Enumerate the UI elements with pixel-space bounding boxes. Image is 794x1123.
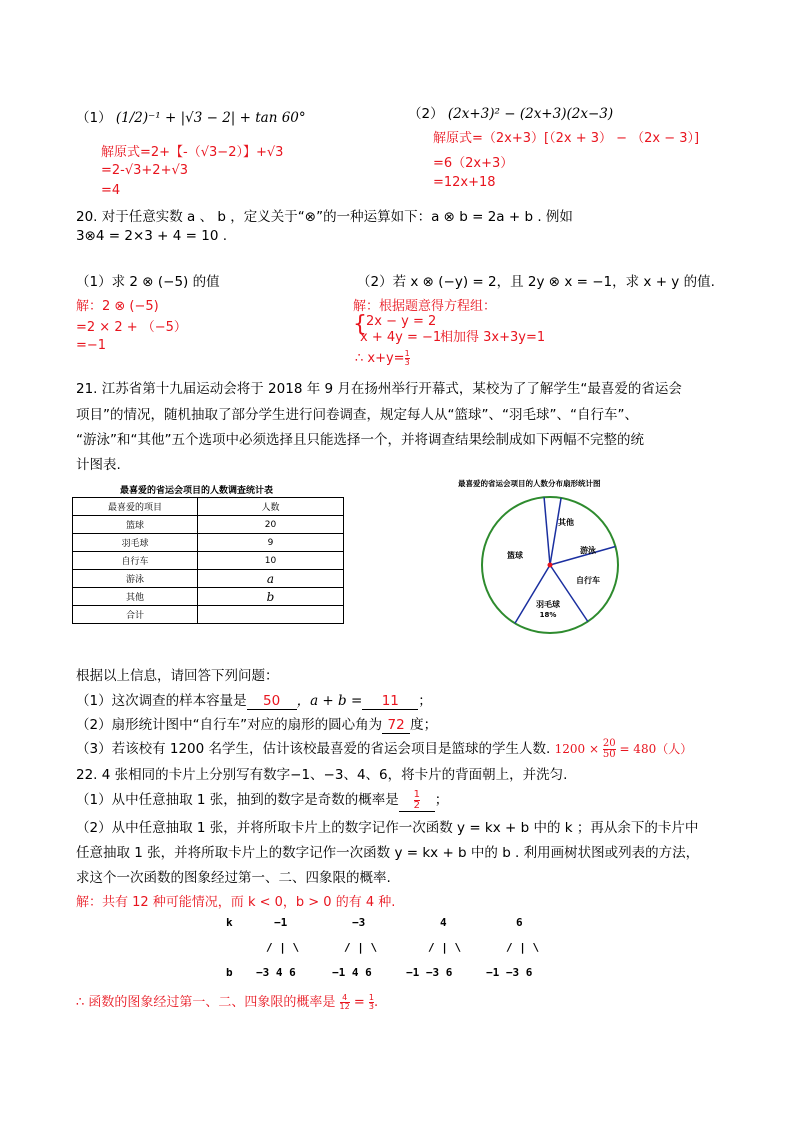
q22-part1-answer — [399, 790, 435, 812]
tree-branches: / | \ — [266, 941, 300, 954]
stat-table-row — [73, 588, 344, 606]
tree-branches: / | \ — [506, 941, 540, 954]
stat-table-cell: 篮球 — [73, 516, 198, 534]
q19-part2-label: （2） — [408, 106, 444, 122]
q21-stem-4: 计图表. — [76, 457, 121, 473]
q21-a3-denominator: 50 — [602, 749, 616, 760]
q19-part1-solution-1: 解原式=2+【-（√3−2）】+√3 — [101, 145, 284, 160]
q22-stem: 22. 4 张相同的卡片上分别写有数字−1、−3、4、6，将卡片的背面朝上，并洗匀. — [76, 767, 568, 783]
q20-xy-numerator: 1 — [404, 349, 410, 358]
pie-label-bike: 自行车 — [576, 576, 600, 585]
tree-b-3: −1 −3 6 — [406, 966, 453, 979]
q21-a1-answer-1: 50 — [247, 693, 297, 710]
q21-a2-prefix: （2）扇形统计图中“自行车”对应的扇形的圆心角为 — [76, 717, 383, 733]
q22-conclusion-fraction-1 — [340, 994, 350, 1011]
q22-conclusion — [76, 991, 378, 1011]
q20-part2-solution-2: 相加得 3x+3y=1 — [440, 330, 546, 345]
q20-xy-fraction — [405, 350, 410, 367]
q21-a3-prefix: （3）若该校有 1200 名学生，估计该校最喜爱的省运会项目是篮球的学生人数. — [76, 741, 551, 757]
tree-b-label: b — [226, 966, 233, 979]
tree-b-2: −1 4 6 — [332, 966, 372, 979]
stat-table-cell: 合计 — [73, 606, 198, 624]
q22-part1-fraction — [414, 790, 420, 811]
stat-table-header: 最喜爱的项目 — [73, 498, 198, 516]
tree-b-1: −3 4 6 — [256, 966, 296, 979]
tree-b-4: −1 −3 6 — [486, 966, 533, 979]
q20-equation-2: x + 4y = −1 — [360, 330, 442, 345]
q19-part1-expr: (1/2)⁻¹ + |√3 − 2| + tan 60° — [115, 110, 306, 126]
q20-xy-denominator: 3 — [404, 358, 410, 367]
q21-a2-answer: 72 — [382, 717, 410, 734]
q22-c-denominator-1: 12 — [339, 1002, 350, 1011]
stat-table-title: 最喜爱的省运会项目的人数调查统计表 — [120, 486, 274, 496]
stat-table — [72, 497, 344, 624]
q20-part2-solution-3 — [355, 350, 410, 367]
stat-table-cell: 羽毛球 — [73, 534, 198, 552]
q21-a1-prefix: （1）这次调查的样本容量是 — [76, 693, 247, 709]
q21-a3-answer — [554, 738, 693, 760]
q22-part1-denominator: 2 — [413, 799, 420, 811]
pie-label-badminton: 羽毛球 — [536, 600, 560, 609]
pie-label-badminton-pct: 18% — [539, 611, 557, 619]
q21-a3-pre: 1200 × — [554, 742, 600, 756]
stat-table-cell: 10 — [198, 552, 344, 570]
stat-table-row — [73, 606, 344, 624]
q19-part2-expr: (2x+3)² − (2x+3)(2x−3) — [447, 106, 614, 122]
q22-part1-prefix: （1）从中任意抽取 1 张，抽到的数字是奇数的概率是 — [76, 792, 399, 808]
q20-equation-1: 2x − y = 2 — [366, 314, 437, 329]
stat-table-row — [73, 552, 344, 570]
q19-part2-solution-1: 解原式=（2x+3）[（2x + 3） − （2x − 3）] — [433, 131, 700, 146]
q21-a3-post: = 480（人） — [619, 742, 693, 756]
q21-answer-intro: 根据以上信息，请回答下列问题： — [76, 668, 279, 684]
stat-table-cell: b — [198, 588, 344, 606]
q20-part1-solution-1: 解：2 ⊗ (−5) — [76, 299, 159, 314]
tree-k-3: 4 — [440, 916, 447, 929]
q21-stem-2: 项目”的情况，随机抽取了部分学生进行问卷调查，规定每人从“篮球”、“羽毛球”、“自行车”、 — [76, 407, 638, 423]
q20-part1-solution-3: =−1 — [76, 338, 107, 353]
pie-label-basketball: 篮球 — [507, 551, 523, 560]
q21-a2-suffix: 度； — [410, 717, 438, 733]
stat-table-cell: 自行车 — [73, 552, 198, 570]
q22-c-denominator-2: 3 — [368, 1002, 375, 1011]
stat-table-header-row — [73, 498, 344, 516]
q19-part1 — [76, 106, 306, 126]
q22-c-numerator-1: 4 — [340, 994, 350, 1003]
q21-answer-3 — [76, 737, 692, 760]
pie-center — [548, 563, 553, 568]
stat-table-cell: 20 — [198, 516, 344, 534]
pie-title: 最喜爱的省运会项目的人数分布扇形统计图 — [458, 479, 601, 488]
q22-part2-1: （2）从中任意抽取 1 张，并将所取卡片上的数字记作一次函数 y = kx + b 中的 k ；再从余下的卡片中 — [76, 820, 699, 836]
q22-part1-numerator: 1 — [413, 788, 420, 800]
q20-part1: （1）求 2 ⊗ (−5) 的值 — [76, 274, 220, 290]
pie-label-other: 其他 — [558, 518, 574, 527]
tree-branches: / | \ — [428, 941, 462, 954]
stat-table-header: 人数 — [198, 498, 344, 516]
stat-table-cell: 其他 — [73, 588, 198, 606]
tree-k-2: −3 — [352, 916, 366, 929]
q20-part1-solution-2: =2 × 2 + （−5） — [76, 320, 187, 335]
q19-part1-solution-2: =2-√3+2+√3 — [101, 163, 189, 178]
tree-k-4: 6 — [516, 916, 523, 929]
q19-part1-label: （1） — [76, 110, 112, 126]
pie-label-swim: 游泳 — [580, 546, 596, 555]
q22-part2-2: 任意抽取 1 张，并将所取卡片上的数字记作一次函数 y = kx + b 中的 b . 利用画树状图或列表的方法， — [76, 845, 700, 861]
tree-k-label: k — [226, 916, 233, 929]
q22-c-numerator-2: 1 — [368, 993, 375, 1002]
q22-part1-suffix: ； — [434, 792, 449, 808]
q20-xy-prefix: ∴ x+y= — [355, 351, 405, 366]
stat-table-row — [73, 534, 344, 552]
q22-conclusion-prefix: ∴ 函数的图象经过第一、二、四象限的概率是 — [76, 995, 336, 1010]
q21-stem-1: 21. 江苏省第十九届运动会将于 2018 年 9 月在扬州举行开幕式，某校为了了解学生“最喜爱的省运会 — [76, 381, 682, 397]
q19-part2-solution-2: =6（2x+3） — [433, 156, 514, 171]
q22-c-end: . — [374, 995, 379, 1010]
q19-part1-solution-3: =4 — [101, 183, 121, 198]
stat-table-cell: 游泳 — [73, 570, 198, 588]
q20-stem-1: 20. 对于任意实数 a 、 b ，定义关于“⊗”的一种运算如下：a ⊗ b = 2a + b . 例如 — [76, 209, 573, 225]
q21-answer-1 — [76, 689, 432, 710]
q22-part2-3: 求这个一次函数的图象经过第一、二、四象限的概率. — [76, 870, 391, 886]
q21-stem-3: “游泳”和“其他”五个选项中必须选择且只能选择一个，并将调查结果绘制成如下两幅不完整的统 — [76, 432, 644, 448]
stat-table-cell — [198, 606, 344, 624]
stat-table-row — [73, 570, 344, 588]
q21-answer-2 — [76, 713, 437, 734]
q20-part2: （2）若 x ⊗ (−y) = 2，且 2y ⊗ x = −1，求 x + y 的值. — [357, 274, 715, 290]
q19-part2 — [408, 102, 613, 122]
stat-table-cell: 9 — [198, 534, 344, 552]
pie-chart — [470, 490, 640, 640]
q20-stem-2: 3⊗4 = 2×3 + 4 = 10 . — [76, 228, 228, 244]
q21-a3-fraction — [603, 739, 616, 760]
q21-a1-answer-2: 11 — [362, 693, 418, 710]
q22-part1 — [76, 788, 448, 812]
q20-brace: { — [353, 312, 367, 337]
stat-table-cell: a — [198, 570, 344, 588]
q21-a1-suffix: ； — [418, 693, 432, 709]
q20-part2-solution-1: 解：根据题意得方程组： — [353, 299, 497, 314]
stat-table-row — [73, 516, 344, 534]
tree-branches: / | \ — [344, 941, 378, 954]
q22-solution: 解：共有 12 种可能情况，而 k < 0，b > 0 的有 4 种. — [76, 895, 396, 910]
q21-a1-mid: ，a + b = — [296, 693, 363, 709]
q19-part2-solution-3: =12x+18 — [433, 175, 496, 190]
q22-c-equals: = — [353, 995, 365, 1010]
tree-k-1: −1 — [274, 916, 288, 929]
q21-a3-numerator: 20 — [602, 738, 616, 749]
